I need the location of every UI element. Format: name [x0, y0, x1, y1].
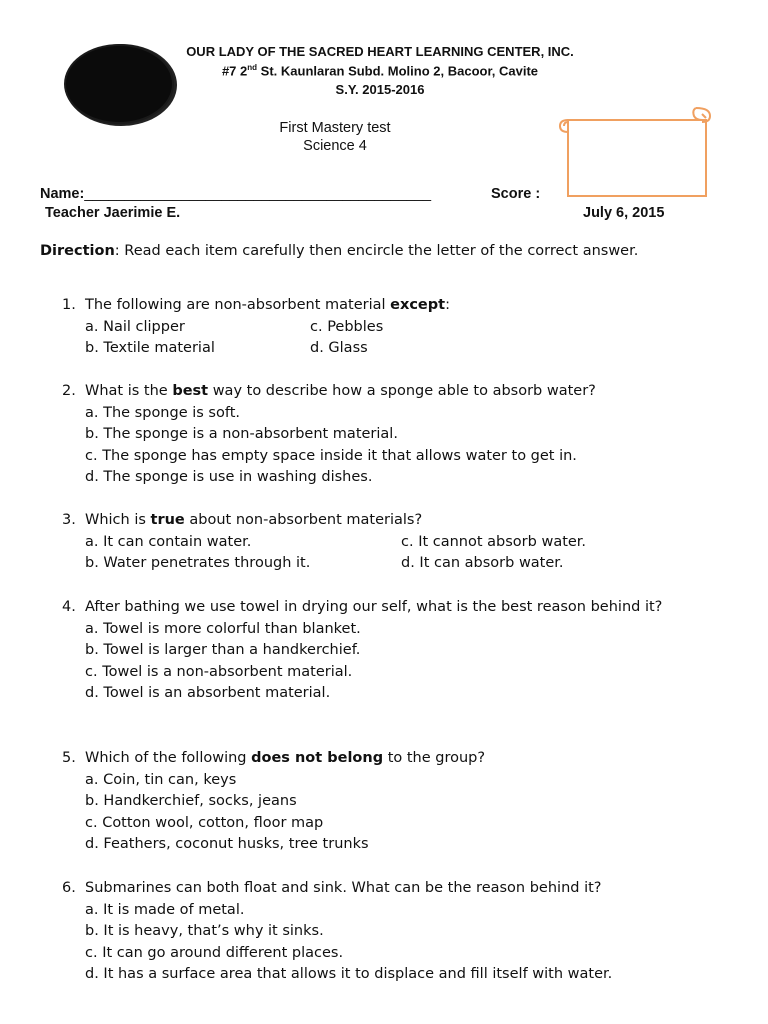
option-b[interactable]: b. Water penetrates through it. [85, 555, 311, 572]
option-c[interactable]: c. It can go around different places. [85, 944, 344, 961]
question-2: 2. What is the best way to describe how a sponge able to absorb water? a. The sponge is soft. b. The sponge is a non-absorbent material. c. The sponge has empty space inside it that allows water to get in. d. The sponge is use in washing dishes. [48, 381, 728, 489]
school-logo [66, 46, 172, 122]
school-name: OUR LADY OF THE SACRED HEART LEARNING CENTER, INC. [186, 44, 574, 59]
question-stem: The following are non-absorbent material except: [85, 297, 450, 313]
option-d[interactable]: d. Towel is an absorbent material. [85, 685, 331, 702]
option-c[interactable]: c. Towel is a non-absorbent material. [85, 663, 353, 680]
school-year: S.Y. 2015-2016 [335, 82, 425, 97]
option-b[interactable]: b. The sponge is a non-absorbent material. [85, 426, 398, 443]
option-d[interactable]: d. It can absorb water. [401, 555, 564, 572]
option-c[interactable]: c. Cotton wool, cotton, floor map [85, 814, 324, 831]
direction: Direction: Read each item carefully then encircle the letter of the correct answer. [40, 243, 639, 259]
test-title: First Mastery test [279, 120, 391, 136]
option-b[interactable]: b. Towel is larger than a handkerchief. [85, 642, 361, 659]
test-date: July 6, 2015 [583, 205, 665, 221]
option-d[interactable]: d. It has a surface area that allows it to displace and fill itself with water. [85, 966, 613, 983]
name-field[interactable]: Name:___________________________________________ [40, 186, 432, 202]
option-a[interactable]: a. It can contain water. [85, 533, 252, 550]
question-stem: Which of the following does not belong to the group? [85, 750, 486, 766]
option-c[interactable]: c. It cannot absorb water. [401, 533, 587, 550]
option-a[interactable]: a. Towel is more colorful than blanket. [85, 620, 361, 637]
question-6: 6. Submarines can both float and sink. What can be the reason behind it? a. It is made of metal. b. It is heavy, that’s why it sinks. c. It can go around different places. d. It has a surface area that allows it to displace and fill itself with water. [48, 878, 728, 986]
option-b[interactable]: b. Textile material [85, 340, 215, 357]
option-a[interactable]: a. The sponge is soft. [85, 404, 240, 421]
score-label: Score : [491, 186, 541, 202]
question-stem: Which is true about non-absorbent materials? [85, 512, 423, 528]
option-b[interactable]: b. Handkerchief, socks, jeans [85, 793, 297, 810]
option-c[interactable]: c. Pebbles [310, 318, 384, 335]
score-scroll-icon [556, 106, 716, 202]
option-d[interactable]: d. Feathers, coconut husks, tree trunks [85, 836, 369, 853]
option-b[interactable]: b. It is heavy, that’s why it sinks. [85, 923, 324, 940]
option-a[interactable]: a. It is made of metal. [85, 901, 245, 918]
question-4: 4. After bathing we use towel in drying our self, what is the best reason behind it? a. Towel is more colorful than blanket. b. Towel is larger than a handkerchief. c. Towel is a non-absorbent material. d. Towel is an absorbent material. [48, 597, 728, 705]
option-a[interactable]: a. Coin, tin can, keys [85, 771, 237, 788]
question-1: 1. The following are non-absorbent material except: a. Nail clipper c. Pebbles b. Textile material d. Glass [48, 295, 728, 360]
option-c[interactable]: c. The sponge has empty space inside it that allows water to get in. [85, 447, 577, 464]
test-subject: Science 4 [303, 138, 367, 154]
question-stem: What is the best way to describe how a sponge able to absorb water? [85, 383, 596, 399]
option-d[interactable]: d. Glass [310, 340, 368, 357]
question-5: 5. Which of the following does not belong to the group? a. Coin, tin can, keys b. Handkerchief, socks, jeans c. Cotton wool, cotton, floor map d. Feathers, coconut husks, tree trunks [48, 748, 728, 856]
school-address: #7 2nd St. Kaunlaran Subd. Molino 2, Bacoor, Cavite [221, 63, 539, 79]
teacher-name: Teacher Jaerimie E. [45, 205, 181, 221]
option-d[interactable]: d. The sponge is use in washing dishes. [85, 469, 373, 486]
option-a[interactable]: a. Nail clipper [85, 318, 185, 335]
question-stem: Submarines can both float and sink. What can be the reason behind it? [85, 880, 602, 896]
question-3: 3. Which is true about non-absorbent materials? a. It can contain water. c. It cannot absorb water. b. Water penetrates through it. d. It can absorb water. [48, 510, 728, 575]
question-stem: After bathing we use towel in drying our self, what is the best reason behind it? [85, 599, 663, 615]
